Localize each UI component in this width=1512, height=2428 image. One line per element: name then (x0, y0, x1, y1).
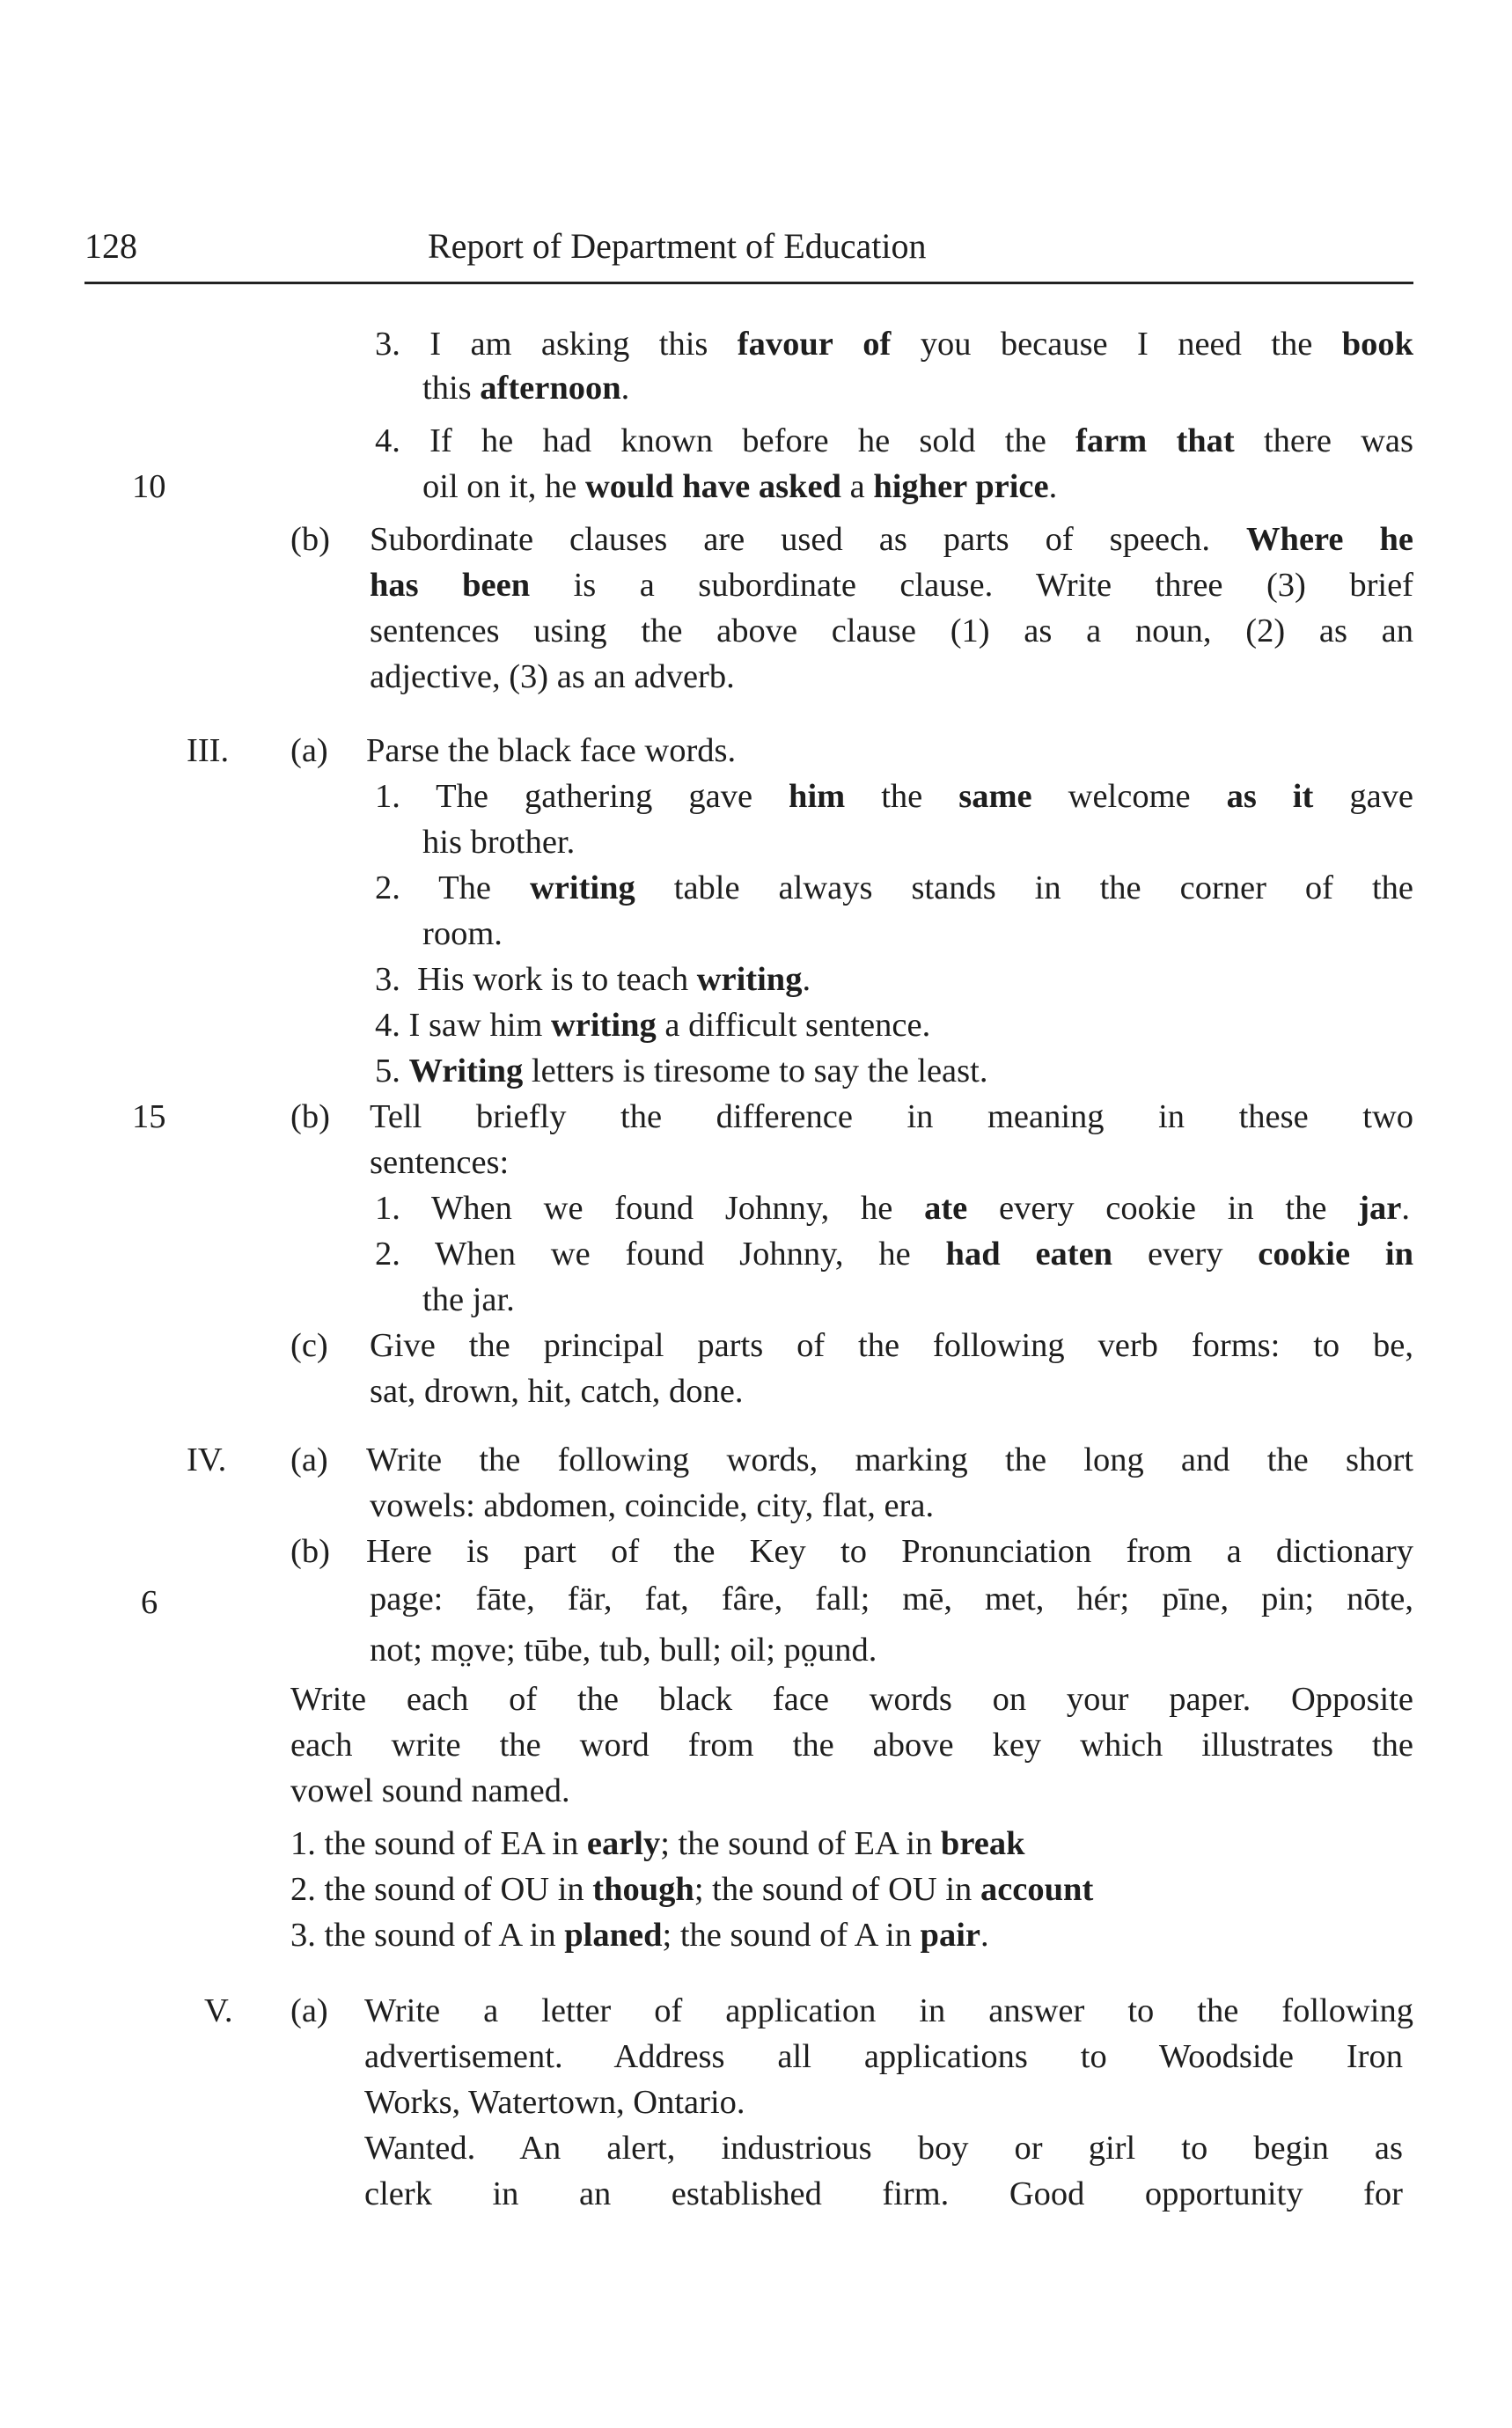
item-label: (b) (290, 1098, 330, 1135)
text-line: 2. The writing table always stands in the corner of the (375, 869, 1413, 906)
text-line: room. (422, 915, 503, 952)
running-title: Report of Department of Education (428, 226, 927, 266)
text-line: advertisement. Address all applications to Woodside Iron (364, 2038, 1403, 2075)
text-line: the jar. (422, 1281, 515, 1318)
text-line: Write each of the black face words on your paper. Opposite (290, 1681, 1413, 1718)
text-line: sat, drown, hit, catch, done. (370, 1373, 744, 1410)
item-label: (b) (290, 521, 330, 558)
text-line: Here is part of the Key to Pronunciation from a dictionary (366, 1533, 1413, 1570)
item-label: (a) (290, 1992, 328, 2029)
text-line: oil on it, he would have asked a higher price. (422, 468, 1058, 505)
text-line: clerk in an established firm. Good opportunity for (364, 2175, 1403, 2212)
text-line: 4. If he had known before he sold the farm that there was (375, 422, 1413, 459)
text-line: Write a letter of application in answer to the following (364, 1992, 1413, 2029)
page-number: 128 (84, 226, 137, 266)
text-line: sentences using the above clause (1) as a noun, (2) as an (370, 613, 1413, 649)
text-line: each write the word from the above key which illustrates the (290, 1727, 1413, 1764)
text-line: 1. The gathering gave him the same welcome as it gave (375, 778, 1413, 815)
pronunciation-key-line: not; mo̤ve; tūbe, tub, bull; oil; po̤und. (370, 1632, 877, 1669)
text-line: 3. I am asking this favour of you because I need the book (375, 326, 1414, 363)
item-label: (b) (290, 1533, 330, 1570)
text-line: adjective, (3) as an adverb. (370, 658, 735, 695)
text-line: 5. Writing letters is tiresome to say the least. (375, 1053, 988, 1089)
text-line: vowels: abdomen, coincide, city, flat, era. (370, 1487, 935, 1524)
margin-number-6: 6 (141, 1584, 158, 1621)
text-line: 4. I saw him writing a difficult sentence. (375, 1007, 931, 1044)
question-label: V. (204, 1992, 233, 2029)
text-line: Tell briefly the difference in meaning in these two (370, 1098, 1413, 1135)
text-line: 1. the sound of EA in early; the sound of EA in break (290, 1825, 1025, 1862)
text-line: 3. the sound of A in planed; the sound of A in pair. (290, 1917, 989, 1954)
text-line: Wanted. An alert, industrious boy or girl to begin as (364, 2130, 1403, 2167)
question-label: III. (187, 732, 230, 769)
text-line: Give the principal parts of the following verb forms: to be, (370, 1327, 1413, 1364)
text-line: sentences: (370, 1144, 510, 1181)
margin-number-15: 15 (132, 1098, 166, 1135)
item-label: (c) (290, 1327, 328, 1364)
text-line: Write the following words, marking the long and the short (366, 1441, 1413, 1478)
text-line: this afternoon. (422, 370, 630, 407)
text-line: his brother. (422, 824, 576, 861)
question-label: IV. (187, 1441, 227, 1478)
text-line: Parse the black face words. (366, 732, 737, 769)
text-line: 1. When we found Johnny, he ate every cookie in the jar. (375, 1190, 1411, 1227)
item-label: (a) (290, 1441, 328, 1478)
text-line: 3. His work is to teach writing. (375, 961, 811, 998)
margin-number-10: 10 (132, 468, 166, 505)
text-line: 2. the sound of OU in though; the sound of OU in account (290, 1871, 1094, 1908)
pronunciation-key-line: page: fāte, fär, fat, fâre, fall; mē, met, hér; pīne, pin; nōte, (370, 1581, 1413, 1617)
text-line: Subordinate clauses are used as parts of speech. Where he (370, 521, 1413, 558)
text-line: 2. When we found Johnny, he had eaten every cookie in (375, 1236, 1414, 1273)
item-label: (a) (290, 732, 328, 769)
text-line: has been is a subordinate clause. Write three (3) brief (370, 567, 1413, 604)
header-rule (84, 282, 1413, 284)
text-line: Works, Watertown, Ontario. (364, 2084, 745, 2121)
text-line: vowel sound named. (290, 1772, 570, 1809)
